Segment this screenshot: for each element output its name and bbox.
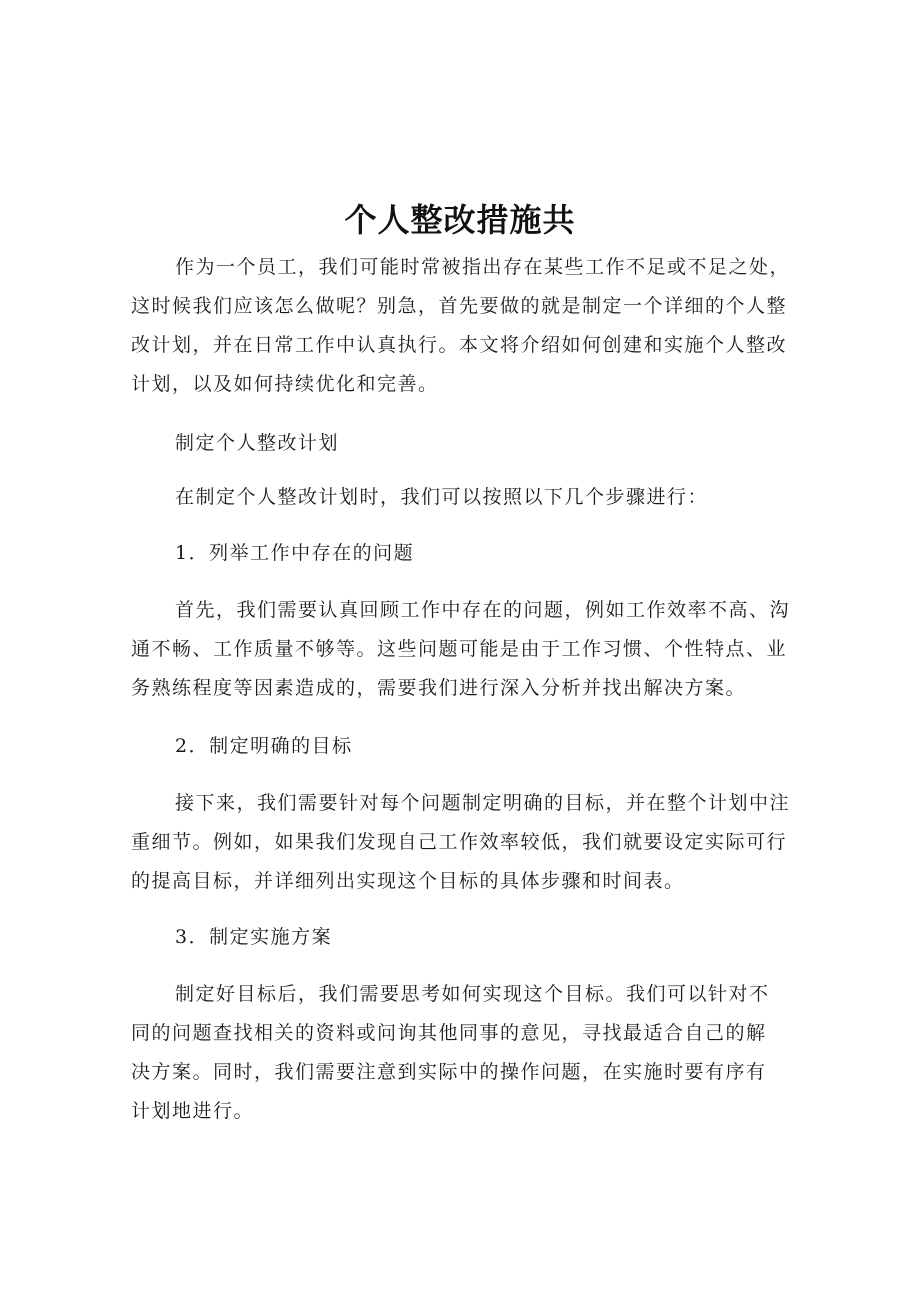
section-lead: 在制定个人整改计划时，我们可以按照以下几个步骤进行：: [175, 486, 709, 508]
step-1-heading: 1．列举工作中存在的问题: [175, 542, 415, 564]
section-heading: 制定个人整改计划: [175, 432, 340, 454]
step-3-body: 制定好目标后，我们需要思考如何实现这个目标。我们可以针对不同的问题查找相关的资料或问询其他同事的意见，寻找最适合自己的解决方案。同时，我们需要注意到实际中的操作问题，在实施时要有序有计划地进行。: [131, 983, 770, 1122]
step-2-heading: 2．制定明确的目标: [175, 735, 353, 757]
step-2-body: 接下来，我们需要针对每个问题制定明确的目标，并在整个计划中注重细节。例如，如果我们发现自己工作效率较低，我们就要设定实际可行的提高目标，并详细列出实现这个目标的具体步骤和时间表。: [131, 792, 791, 892]
step-1-body-block: [131, 591, 801, 708]
intro-paragraph-block: [131, 248, 801, 404]
document-title: 个人整改措施共: [344, 201, 576, 239]
step-3-body-block: [131, 975, 771, 1131]
intro-paragraph: 作为一个员工，我们可能时常被指出存在某些工作不足或不足之处，这时候我们应该怎么做呢？别急，首先要做的就是制定一个详细的个人整改计划，并在日常工作中认真执行。本文将介绍如何创建和实施个人整改计划，以及如何持续优化和完善。: [131, 256, 791, 395]
step-2-body-block: [131, 784, 801, 901]
step-3-heading: 3．制定实施方案: [175, 926, 333, 948]
step-1-body: 首先，我们需要认真回顾工作中存在的问题，例如工作效率不高、沟通不畅、工作质量不够等。这些问题可能是由于工作习惯、个性特点、业务熟练程度等因素造成的，需要我们进行深入分析并找出解决方案。: [131, 599, 791, 699]
